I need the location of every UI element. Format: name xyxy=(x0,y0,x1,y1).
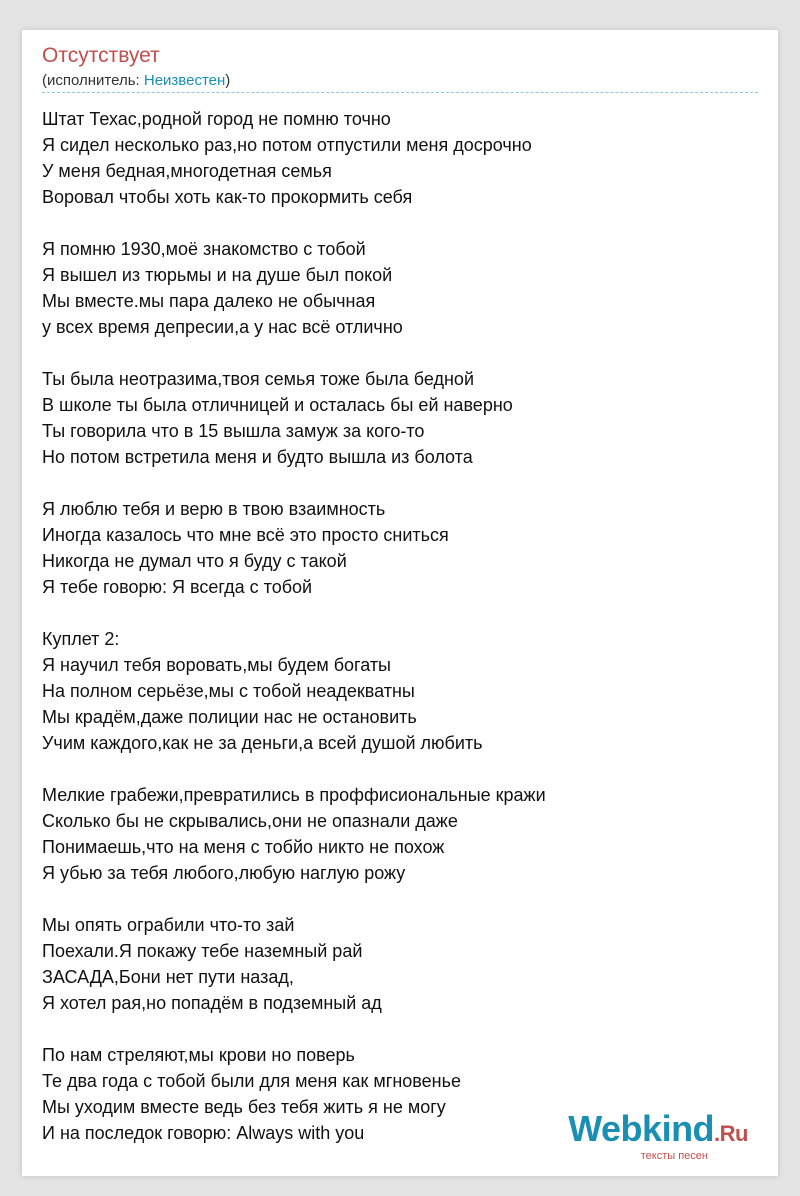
lyrics-line: Мы уходим вместе ведь без тебя жить я не могу xyxy=(42,1097,446,1117)
lyrics-stanza xyxy=(42,782,758,886)
lyrics-line: Ты говорила что в 15 вышла замуж за кого-то xyxy=(42,421,425,441)
lyrics-line: Учим каждого,как не за деньги,а всей душой любить xyxy=(42,733,483,753)
logo-main-text: Webkind xyxy=(568,1108,715,1149)
lyrics-line: Я убью за тебя любого,любую наглую рожу xyxy=(42,863,406,883)
artist-prefix: (исполнитель: xyxy=(42,72,144,89)
lyrics-line: Куплет 2: xyxy=(42,629,120,649)
lyrics-line: Я люблю тебя и верю в твою взаимность xyxy=(42,499,386,519)
lyrics-line: Никогда не думал что я буду с такой xyxy=(42,551,347,571)
lyrics-line: И на последок говорю: Always with you xyxy=(42,1123,365,1143)
lyrics-line: Я хотел рая,но попадём в подземный ад xyxy=(42,993,382,1013)
header-divider xyxy=(42,92,758,93)
lyrics-line: Я тебе говорю: Я всегда с тобой xyxy=(42,577,313,597)
lyrics-stanza xyxy=(42,236,758,340)
lyrics-line: Понимаешь,что на меня с тобйо никто не похож xyxy=(42,837,445,857)
lyrics-line: Штат Техас,родной город не помню точно xyxy=(42,109,391,129)
lyrics-line: ЗАСАДА,Бони нет пути назад, xyxy=(42,967,294,987)
lyrics-body xyxy=(42,106,758,1146)
artist-suffix: ) xyxy=(225,72,231,89)
lyrics-line: Я помню 1930,моё знакомство с тобой xyxy=(42,239,366,259)
lyrics-line: Мы вместе.мы пара далеко не обычная xyxy=(42,291,376,311)
logo-wordmark xyxy=(568,1108,748,1152)
lyrics-stanza xyxy=(42,366,758,470)
lyrics-stanza xyxy=(42,496,758,600)
lyrics-line: Но потом встретила меня и будто вышла из болота xyxy=(42,447,473,467)
lyrics-stanza xyxy=(42,626,758,756)
lyrics-line: Я научил тебя воровать,мы будем богаты xyxy=(42,655,391,675)
lyrics-line: По нам стреляют,мы крови но поверь xyxy=(42,1045,355,1065)
lyrics-line: Воровал чтобы хоть как-то прокормить себя xyxy=(42,187,413,207)
lyrics-line: Мы крадём,даже полиции нас не остановить xyxy=(42,707,417,727)
lyrics-line: У меня бедная,многодетная семья xyxy=(42,161,332,181)
lyrics-line: Иногда казалось что мне всё это просто сниться xyxy=(42,525,449,545)
lyrics-line: Мелкие грабежи,превратились в проффисиональные кражи xyxy=(42,785,546,805)
song-title: Отсутствует xyxy=(42,44,160,67)
logo-suffix: .Ru xyxy=(714,1121,748,1146)
lyrics-line: В школе ты была отличницей и осталась бы ей наверно xyxy=(42,395,513,415)
lyrics-line: у всех время депресии,а у нас всё отлично xyxy=(42,317,403,337)
lyrics-line: Мы опять ограбили что-то зай xyxy=(42,915,295,935)
lyrics-line: Те два года с тобой были для меня как мгновенье xyxy=(42,1071,461,1091)
lyrics-line: На полном серьёзе,мы с тобой неадекватны xyxy=(42,681,415,701)
artist-link[interactable]: Неизвестен xyxy=(143,72,226,89)
lyrics-line: Я сидел несколько раз,но потом отпустили меня досрочно xyxy=(42,135,532,155)
logo-tagline: тексты песен xyxy=(640,1150,708,1162)
lyrics-line: Я вышел из тюрьмы и на душе был покой xyxy=(42,265,393,285)
lyrics-card xyxy=(22,30,778,1176)
site-logo[interactable] xyxy=(568,1108,748,1162)
lyrics-line: Ты была неотразима,твоя семья тоже была бедной xyxy=(42,369,474,389)
artist-line xyxy=(42,72,230,89)
lyrics-line: Поехали.Я покажу тебе наземный рай xyxy=(42,941,363,961)
lyrics-stanza xyxy=(42,912,758,1016)
lyrics-line: Сколько бы не скрывались,они не опазнали даже xyxy=(42,811,458,831)
lyrics-stanza xyxy=(42,106,758,210)
